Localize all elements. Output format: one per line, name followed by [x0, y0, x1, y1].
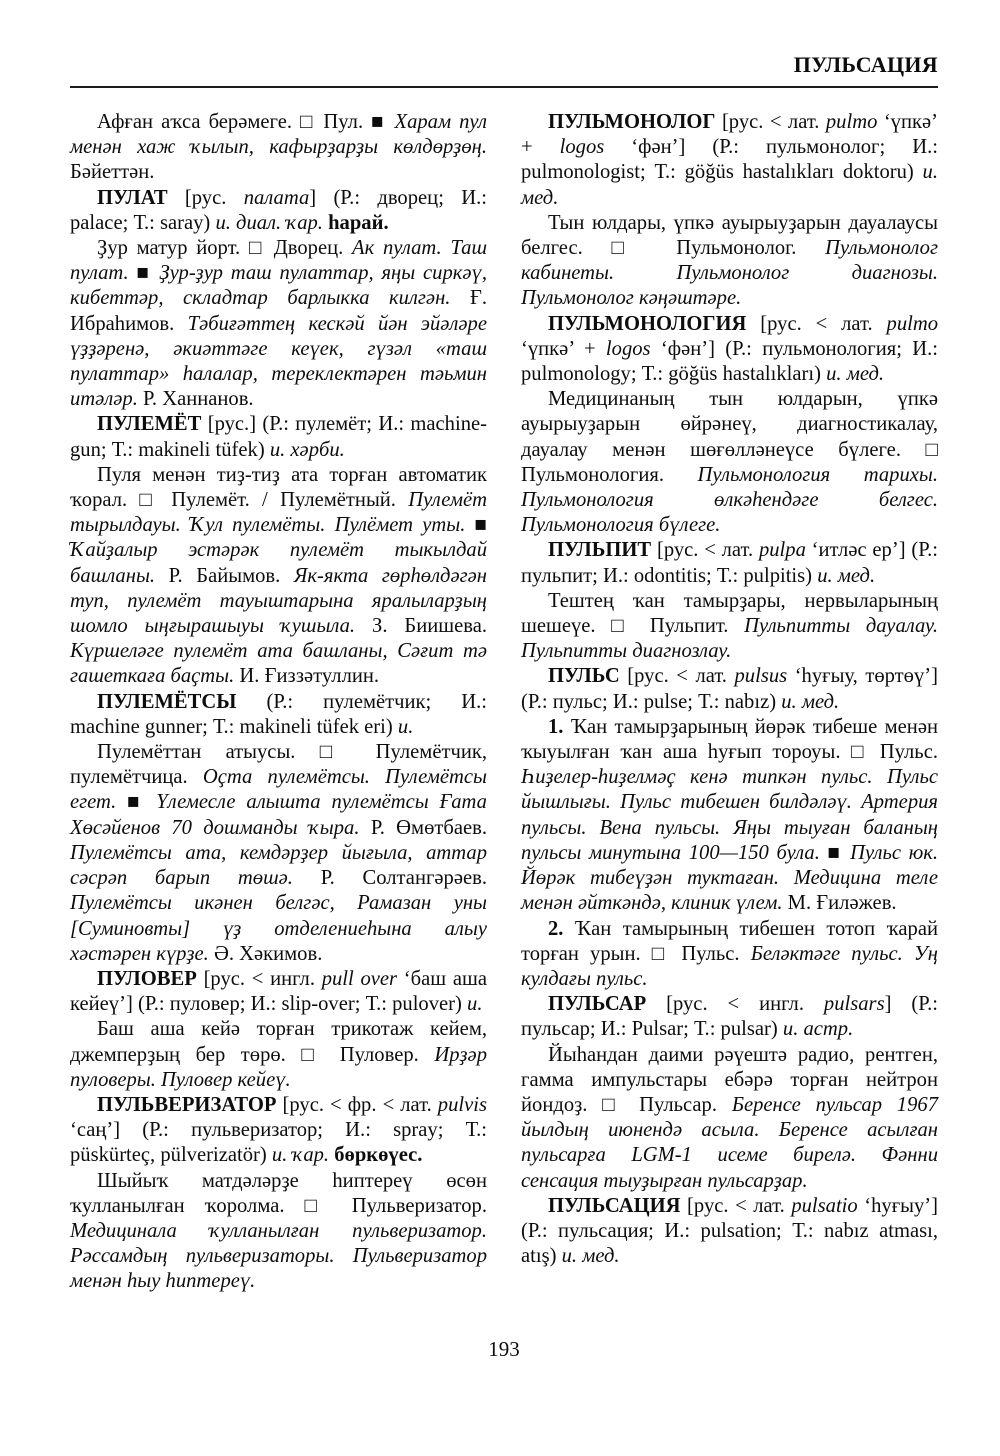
text-run: Пулемёттан атыусы. □ Пулемётчик, пулемётчица. [70, 741, 487, 789]
entry-paragraph [70, 236, 487, 412]
text-run: Бәйеттән. [70, 161, 155, 184]
page-number: 193 [488, 1337, 520, 1361]
italic-run: и. диал. ҡар. [215, 211, 323, 234]
italic-run: Беләктәге пульс. Уң кулдағы пульс. [521, 942, 938, 990]
italic-run: и. мед. [817, 564, 876, 587]
bold-run: ПУЛЬВЕРИЗАТОР [97, 1093, 277, 1116]
text-run: Йыһандан даими рәүештә радио, рентген, гамма импульстары ебәрә торған нейтрон йондоҙ. □ Пульсар. [521, 1043, 938, 1116]
italic-run: и. [397, 715, 414, 738]
entry-paragraph [521, 992, 938, 1042]
entry-paragraph [70, 1093, 487, 1169]
text-run: Р. Ханнанов. [137, 388, 254, 411]
bold-run: ПУЛЬПИТ [548, 539, 652, 562]
italic-run: pull over [321, 967, 398, 990]
italic-run: pulsatio [791, 1194, 858, 1217]
entry-paragraph [70, 1017, 487, 1093]
text-run: Афған аҡса берәмеге. □ Пул. ■ [97, 111, 395, 133]
text-run: М. Ғиләжев. [782, 892, 897, 915]
italic-run: и. мед. [781, 690, 840, 713]
text-run: ‘фән’] (Р.: пульмонология; И.: pulmonology; Т.: göğüs hastalıkları) [521, 337, 938, 386]
italic-run: Ак пулат. Таш пулат. [70, 237, 488, 285]
italic-run: Пульс юк. Йөрәк тибеүҙән туктаған. Медицина теле менән әйткәндә, клиник үлем. [521, 841, 938, 915]
italic-run: Тәбиғәттең кескәй йән эйәләре үҙҙәренә, әкиәттәге кеүек, гүзәл «таш пулаттар» һалалар, тереклектәрен тәьмин итәләр. [70, 312, 487, 411]
text-run: ■ [128, 262, 160, 285]
text-run: [рус. < ингл. [646, 993, 824, 1016]
bold-run: ПУЛЕМЁТ [97, 413, 202, 436]
italic-run: палата [243, 186, 310, 209]
italic-run: pulpa [758, 539, 806, 562]
text-run: Тын юлдары, үпкә ауырыуҙарын дауалаусы белгес. □ Пульмонолог. [521, 211, 938, 260]
text-columns [70, 110, 938, 1295]
entry-paragraph [70, 967, 487, 1017]
text-run: ] (Р.: пульсар; И.: Pulsar; Т.: pulsar) [521, 993, 938, 1041]
italic-run: pulvis [437, 1093, 487, 1116]
text-run: [рус. < лат. [746, 312, 887, 335]
italic-run: pulsus [734, 665, 788, 688]
italic-run: Медицинала ҡулланылған пульверизатор. Рәссамдың пульверизаторы. Пульверизатор менән һыу һиптереү. [70, 1219, 487, 1293]
text-run: ‘һуғыу, төртөү’] (Р.: пульс; И.: pulse; Т.: nabız) [521, 665, 938, 713]
bold-run: ПУЛАТ [97, 186, 168, 209]
entry-paragraph [70, 1169, 487, 1295]
page-footer [70, 1337, 938, 1362]
text-run: ■ [116, 791, 157, 814]
entry-paragraph [521, 1194, 938, 1270]
italic-run: и. мед. [561, 1245, 620, 1268]
italic-run: Харам пул менән хаж ҡылып, кафырҙарҙы көлдөрҙөң. [70, 111, 487, 159]
entry-paragraph [521, 664, 938, 714]
text-run: [рус. < ингл. [196, 967, 322, 990]
italic-run: Ирҙәр пуловеры. Пуловер кейеү. [70, 1043, 487, 1091]
header-divider [70, 86, 938, 88]
italic-run: logos [559, 136, 605, 159]
italic-run: Ҙур-ҙур таш пулаттар, яңы сиркәү, кибеттәр, складтар барлыкка килгән. [70, 262, 487, 310]
text-run: ‘баш аша кейеү’] (Р.: пуловер; И.: slip-over; Т.: pulover) [70, 967, 487, 1016]
text-run: Р. Байымов. [155, 564, 294, 587]
text-run: [рус. < лат. [619, 665, 735, 688]
text-run: ‘итләс ер’] (Р.: пульпит; И.: odontitis; Т.: pulpitis) [521, 539, 938, 587]
text-run: Ҙур матур йорт. □ Дворец. [97, 237, 353, 260]
text-run: ‘үпкә’ + [521, 111, 938, 159]
text-run: (Р.: пулемётчик; И.: machine gunner; Т.: makineli tüfek eri) [70, 690, 487, 738]
text-run: Ҡан тамырҙарының йөрәк тибеше менән ҡыуылған ҡан аша һуғып тороуы. □ Пульс. [521, 715, 938, 764]
text-run: З. Биишева. [355, 615, 488, 638]
italic-run: Күршеләге пулемёт ата башланы, Сәғит тә гашеткаға баҫты. [70, 640, 487, 688]
italic-run: и. астр. [782, 1018, 854, 1041]
italic-run: pulmo [825, 111, 878, 133]
bold-run: ПУЛОВЕР [97, 967, 197, 990]
bold-run: ПУЛЬМОНОЛОГИЯ [548, 312, 747, 335]
text-run: ■ [465, 514, 487, 537]
italic-run: и. мед. [521, 161, 938, 209]
text-run: [рус. < лат. [651, 539, 759, 562]
dictionary-page [70, 52, 938, 1295]
italic-run: logos [605, 337, 651, 360]
text-run: ‘саң’] (Р.: пульверизатор; И.: spray; Т.: püskürteç, pülverizatör) [70, 1119, 487, 1167]
entry-paragraph [521, 715, 938, 917]
entry-paragraph [70, 110, 487, 186]
entry-paragraph [521, 538, 938, 588]
right-column [521, 110, 938, 1295]
entry-paragraph [521, 589, 938, 665]
text-run: [рус. < фр. < лат. [276, 1093, 438, 1116]
text-run: [рус. [167, 186, 244, 209]
italic-run: Як-якта гөрһөлдәгән туп, пулемёт тауыштарына яралыларҙың шомло ыңғырашыуы ҡушыла. [70, 564, 487, 638]
entry-paragraph [70, 740, 487, 967]
italic-run: Оҫта пулемётсы. Пулемётсы егет. [70, 766, 487, 814]
bold-run: ПУЛЕМЁТСЫ [97, 690, 237, 713]
text-run: ‘фән’] (Р.: пульмонолог; И.: pulmonologist; Т.: göğüs hastalıkları doktoru) [521, 136, 938, 184]
text-run: Р. Солтангәрәев. [292, 867, 487, 890]
bold-run: ПУЛЬСАР [548, 993, 647, 1016]
left-column [70, 110, 487, 1295]
italic-run: Үлемесле алышта пулемётсы Ғата Хөсәйенов 70 дошманды ҡыра. [70, 791, 487, 839]
bold-run: һарай. [328, 211, 389, 234]
italic-run: Пульмонология тарихы. Пульмонология өлкәһендәге белгес. Пульмонология бүлеге. [521, 463, 938, 537]
text-run: Баш аша кейә торған трикотаж кейем, джемперҙың бер төрө. □ Пуловер. [70, 1018, 487, 1066]
text-run: [рус. < лат. [715, 111, 826, 133]
entry-paragraph [521, 387, 938, 538]
italic-run: и. [467, 993, 483, 1016]
bold-run: ПУЛЬСАЦИЯ [548, 1194, 681, 1217]
text-run: Пуля менән тиҙ-тиҙ ата торған автоматик ҡорал. □ Пулемёт. / Пулемётный. [70, 463, 487, 512]
italic-run: Пулемёт тырылдауы. Ҡул пулемёты. Пулёмет уты. [70, 489, 487, 537]
entry-paragraph [521, 1043, 938, 1194]
text-run: Ҡан тамырының тибешен тотоп ҡарай торған урын. □ Пульс. [521, 917, 938, 965]
entry-paragraph [70, 463, 487, 690]
italic-run: Беренсе пульсар 1967 йылдың июнендә асыла. Беренсе асылған пульсарға LGM-1 исеме бирелә. Фәнни сенсация тыуҙырған пульсарҙар. [521, 1093, 938, 1192]
italic-run: pulsars [823, 993, 885, 1016]
text-run: [рус.] (Р.: пулемёт; И.: machine-gun; Т.: makineli tüfek) [70, 413, 487, 461]
italic-run: Пулемётсы ата, кемдәрҙер йығыла, аттар сәсрәп барып төшә. [70, 841, 487, 890]
text-run: И. Ғиззәтуллин. [234, 665, 380, 688]
text-run: ‘үпкә’ + [521, 337, 606, 360]
text-run: Р. Өмөтбаев. [359, 816, 488, 839]
italic-run: Һиҙелер-һиҙелмәҫ кенә типкән пульс. Пульс йышлығы. Пульс тибешен билдәләү. Артерия пульсы. Вена пульсы. Яңы тыуған баланың пульсы минутына 100—150 була. [521, 766, 938, 864]
italic-run: и. хәрби. [269, 438, 345, 461]
entry-paragraph [521, 110, 938, 211]
entry-paragraph [70, 186, 487, 236]
bold-run: ПУЛЬС [548, 665, 620, 688]
italic-run: Пульпитты дауалау. Пульпитты диагнозлау. [521, 615, 938, 663]
italic-run: и. мед. [826, 363, 885, 386]
bold-run: ПУЛЬМОНОЛОГ [548, 111, 716, 133]
running-title: ПУЛЬСАЦИЯ [793, 52, 938, 77]
bold-run: бөркөүес. [334, 1144, 423, 1167]
text-run: ■ [819, 841, 851, 864]
entry-paragraph [521, 312, 938, 388]
entry-paragraph [521, 917, 938, 993]
entry-paragraph [521, 211, 938, 312]
text-run: [рус. < лат. [680, 1194, 792, 1217]
italic-run: и. ҡар. [271, 1144, 330, 1167]
bold-run: 2. [548, 917, 564, 940]
text-run: Медицинаның тын юлдарын, үпкә ауырыуҙарын өйрәнеү, диагностикалау, дауалау менән шөғөлләнеүсе бүлеге. □ Пульмонология. [521, 388, 938, 486]
entry-paragraph [70, 412, 487, 462]
text-run: Тештең ҡан тамырҙары, нервыларының шешеүе. □ Пульпит. [521, 589, 938, 638]
text-run: ] (Р.: дворец; И.: palace; Т.: saray) [70, 186, 487, 234]
italic-run: pulmo [886, 312, 938, 335]
text-run: ‘һуғыу’] (Р.: пульсация; И.: pulsation; Т.: nabız atması, atış) [521, 1194, 938, 1268]
italic-run: Ҡайҙалыр эстәрәк пулемёт тыкылдай башланы. [70, 539, 487, 587]
italic-run: Пульмонолог кабинеты. Пульмонолог диагнозы. Пульмонолог кәңәштәре. [521, 237, 938, 310]
italic-run: Пулемётсы икәнен белгәс, Рамазан уны [Суминовты] үҙ отделениеһына алыу хәстәрен күрҙе. [70, 892, 487, 965]
text-run: Ә. Хәкимов. [208, 942, 323, 965]
entry-paragraph [70, 690, 487, 740]
text-run: Ғ. Ибраһимов. [70, 287, 488, 335]
text-run: Шыйыҡ матдәләрҙе һиптереү өсөн ҡулланылған ҡоролма. □ Пульверизатор. [70, 1169, 487, 1217]
bold-run: 1. [548, 715, 564, 738]
